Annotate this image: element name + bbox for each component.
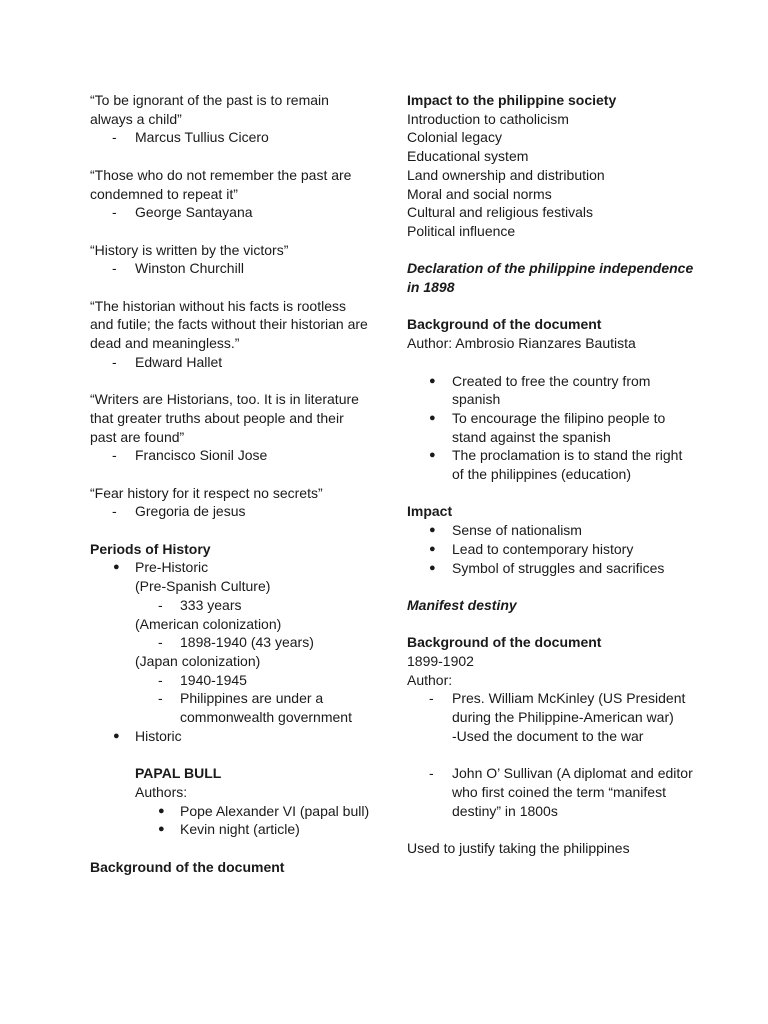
- list-item-kevin: [90, 820, 370, 839]
- justify-line: Used to justify taking the philippines: [407, 840, 630, 856]
- background-heading: Background of the document: [90, 858, 285, 875]
- list-item-1898: [90, 633, 370, 652]
- bullet-marker: ●: [158, 823, 165, 836]
- japan-label: (Japan colonization): [135, 653, 261, 669]
- list-item-label: Symbol of struggles and sacrifices: [452, 559, 665, 576]
- quote-author-name: Edward Hallet: [135, 353, 223, 370]
- quote-text: “Those who do not remember the past are condemned to repeat it”: [90, 166, 352, 202]
- list-item-label: 333 years: [180, 596, 242, 613]
- quote-text: “Writers are Historians, too. It is in literature that greater truths about people and their past are found”: [90, 391, 359, 445]
- impact-line: Political influence: [407, 222, 516, 239]
- list-item-label: To encourage the filipino people to stand against the spanish: [452, 409, 666, 445]
- quote-author: [90, 502, 370, 521]
- quote-author-name: Gregoria de jesus: [135, 503, 246, 520]
- periods-heading: Periods of History: [90, 540, 211, 557]
- bullet-marker: ●: [113, 729, 120, 742]
- dash-marker: -: [112, 204, 117, 221]
- bullet-marker: ●: [429, 524, 436, 537]
- quote-author-name: Francisco Sionil Jose: [135, 447, 268, 464]
- authors-label: Authors:: [135, 783, 188, 800]
- quote-author: [90, 446, 370, 465]
- right-column: [407, 91, 697, 858]
- author-label: Author:: [407, 671, 453, 688]
- impact-heading: Impact to the philippine society: [407, 92, 617, 108]
- quote-text: “Fear history for it respect no secrets”: [90, 484, 323, 501]
- mckinley-note: -Used the document to the war: [452, 727, 644, 744]
- background-heading: Background of the document: [407, 316, 602, 333]
- dash-marker: -: [158, 690, 163, 707]
- impact-line: Colonial legacy: [407, 129, 502, 146]
- dash-marker: -: [429, 765, 434, 782]
- dash-marker: -: [429, 690, 434, 707]
- list-item-sullivan: [407, 764, 697, 820]
- dash-marker: -: [112, 129, 117, 146]
- declaration-heading: Declaration of the philippine independence in 1898: [407, 260, 694, 296]
- list-item-impact: [407, 559, 697, 578]
- list-item-label: Pre-Historic: [135, 559, 209, 576]
- left-column: [90, 91, 370, 876]
- list-item-purpose: [407, 409, 697, 446]
- list-item-commonwealth: [90, 689, 370, 726]
- list-item-label: Kevin night (article): [180, 821, 300, 838]
- quote-text: “To be ignorant of the past is to remain always a child”: [90, 92, 329, 127]
- bullet-marker: ●: [429, 411, 436, 424]
- quote-text: “The historian without his facts is rootless and futile; the facts without their historian are dead and meaningless.”: [90, 297, 368, 352]
- quote-author-name: George Santayana: [135, 204, 253, 221]
- impact-line: Educational system: [407, 148, 529, 165]
- list-item-pope: [90, 802, 370, 821]
- bullet-marker: ●: [429, 374, 436, 387]
- list-item-label: 1940-1945: [180, 671, 247, 688]
- impact-line: Moral and social norms: [407, 185, 552, 202]
- bullet-marker: ●: [158, 804, 165, 817]
- impact2-heading: Impact: [407, 503, 453, 520]
- list-item-impact: [407, 521, 697, 540]
- list-item-label: Historic: [135, 727, 182, 744]
- bullet-marker: ●: [113, 561, 120, 574]
- papal-bull-heading: PAPAL BULL: [135, 765, 222, 782]
- list-item-prehistoric: [90, 558, 370, 577]
- list-item-label: Lead to contemporary history: [452, 540, 634, 557]
- quote-author: [90, 203, 370, 222]
- dash-marker: -: [158, 671, 163, 688]
- background-heading-2: Background of the document: [407, 634, 602, 651]
- impact-line: Introduction to catholicism: [407, 110, 569, 127]
- dash-marker: -: [112, 447, 117, 464]
- dash-marker: -: [112, 260, 117, 277]
- list-item-label: Pope Alexander VI (papal bull): [180, 802, 370, 819]
- list-item-mckinley: [407, 689, 697, 745]
- list-item-label: John O’ Sullivan (A diplomat and editor who first coined the term “manifest destiny” in 1800s: [452, 765, 693, 819]
- list-item-label: Philippines are under a commonwealth government: [180, 690, 352, 726]
- author-line: Author: Ambrosio Rianzares Bautista: [407, 335, 636, 352]
- list-item-label: Pres. William McKinley (US President during the Philippine-American war): [452, 690, 686, 726]
- list-item-historic: [90, 727, 370, 746]
- list-item-label: Sense of nationalism: [452, 522, 582, 539]
- list-item-purpose: [407, 372, 697, 409]
- impact-line: Land ownership and distribution: [407, 166, 605, 183]
- quote-author: [90, 128, 370, 147]
- list-item-purpose: [407, 446, 697, 483]
- impact-line: Cultural and religious festivals: [407, 204, 593, 221]
- list-item-impact: [407, 540, 697, 559]
- list-item-333-years: [90, 596, 370, 615]
- quote-author-name: Winston Churchill: [135, 260, 244, 277]
- years-line: 1899-1902: [407, 653, 474, 669]
- dash-marker: -: [112, 353, 117, 370]
- bullet-marker: ●: [429, 542, 436, 555]
- american-label: (American colonization): [135, 615, 282, 632]
- pre-spanish-label: (Pre-Spanish Culture): [135, 578, 271, 595]
- bullet-marker: ●: [429, 449, 436, 462]
- quote-author-name: Marcus Tullius Cicero: [135, 129, 269, 146]
- dash-marker: -: [112, 503, 117, 520]
- quote-text: “History is written by the victors”: [90, 241, 289, 258]
- bullet-marker: ●: [429, 561, 436, 574]
- list-item-label: 1898-1940 (43 years): [180, 634, 314, 651]
- dash-marker: -: [158, 634, 163, 651]
- list-item-label: The proclamation is to stand the right of the philippines (education): [452, 447, 683, 483]
- dash-marker: -: [158, 596, 163, 613]
- quote-author: [90, 353, 370, 372]
- manifest-heading: Manifest destiny: [407, 596, 517, 613]
- quote-author: [90, 259, 370, 278]
- list-item-1940: [90, 671, 370, 690]
- list-item-label: Created to free the country from spanish: [452, 372, 651, 408]
